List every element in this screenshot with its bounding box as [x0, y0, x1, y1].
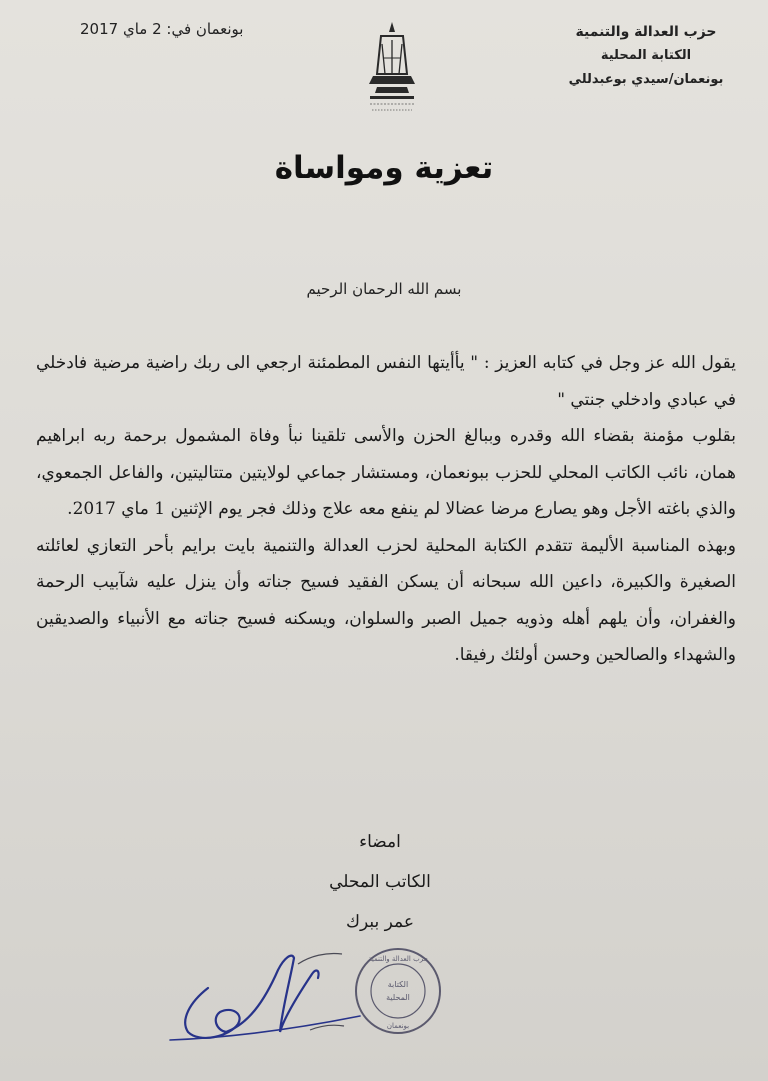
- basmala: بسم الله الرحمان الرحيم: [306, 280, 462, 298]
- signature-block: [300, 822, 460, 942]
- signer-role: الكاتب المحلي: [329, 872, 431, 892]
- handwritten-signature-icon: [160, 940, 370, 1050]
- stamp-bottom-text: بونعمان: [386, 1022, 410, 1030]
- official-stamp-icon: [352, 945, 444, 1037]
- lamp-logo-icon: [362, 18, 422, 118]
- stamp-outer-text: حزب العدالة والتنمية: [368, 955, 428, 963]
- letterhead-sender: [546, 20, 746, 92]
- letter-title: تعزية ومواساة: [274, 150, 494, 186]
- letter-body: [36, 345, 736, 674]
- body-paragraph-announcement: بقلوب مؤمنة بقضاء الله وقدره وببالغ الحزن والأسى تلقينا نبأ وفاة المشمول برحمة ربه ابراهيم همان، نائب الكاتب المحلي للحزب ببونعمان، ومستشار جماعي لولايتين متتاليتين، والفاعل الجمعوي، والذي باغته الأجل وهو يصارع مرضا عضالا لم ينفع معه علاج وذلك فجر يوم الإثنين 1 ماي 2017.: [36, 426, 736, 519]
- date-line: بونعمان في: 2 ماي 2017: [80, 20, 244, 38]
- party-name: حزب العدالة والتنمية: [575, 24, 717, 40]
- office-location: بونعمان/سيدي بوعبدللي: [568, 72, 724, 87]
- signer-name: عمر ببرك: [345, 912, 414, 932]
- signature-label: امضاء: [359, 832, 401, 852]
- body-paragraph-quran: يقول الله عز وجل في كتابه العزيز : " يأأيتها النفس المطمئنة ارجعي الى ربك راضية مرضية فادخلي في عبادي وادخلي جنتي ": [36, 353, 736, 410]
- stamp-inner-text-2: المحلية: [386, 993, 410, 1002]
- body-paragraph-condolence: وبهذه المناسبة الأليمة تتقدم الكتابة المحلية لحزب العدالة والتنمية بايت برايم بأحر التعازي لعائلته الصغيرة والكبيرة، داعين الله سبحانه أن يسكن الفقيد فسيح جناته وأن ينزل عليه شآبيب الرحمة والغفران، وأن يلهم أهله وذويه جميل الصبر والسلوان، ويسكنه فسيح جناته مع الأنبياء والصديقين والشهداء والصالحين وحسن أولئك رفيقا.: [36, 535, 736, 665]
- office-name: الكتابة المحلية: [600, 48, 692, 63]
- stamp-inner-text-1: الكتابة: [387, 980, 409, 989]
